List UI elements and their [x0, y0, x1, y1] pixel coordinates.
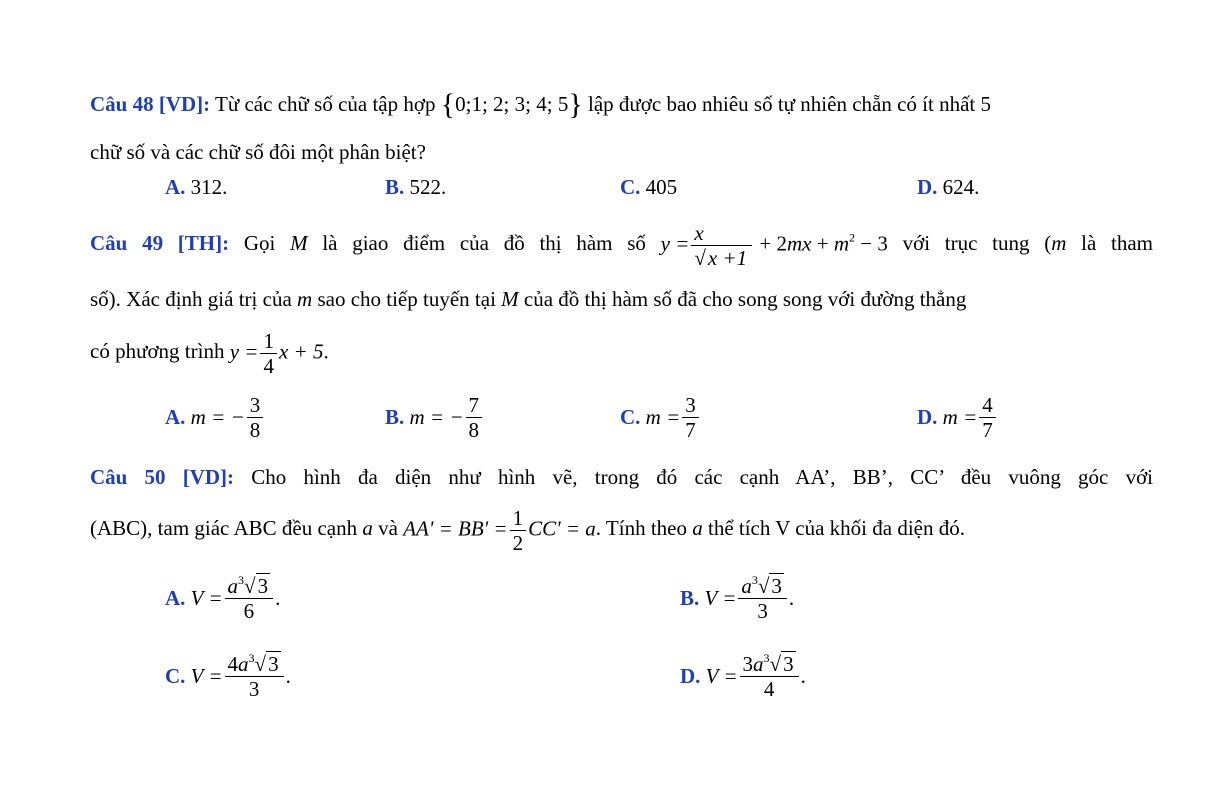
q50-line2-c: . Tính theo	[595, 516, 693, 540]
line-fraction	[260, 329, 277, 378]
sqrt-symbol: √3	[254, 652, 279, 676]
line-numerator: 1	[260, 329, 277, 354]
eq-numerator: 1	[510, 506, 527, 531]
eq-lhs: AA' = BB' =	[403, 516, 508, 540]
option-end: .	[800, 664, 806, 689]
fn-rest-b: − 3	[855, 231, 888, 255]
q49-text-a: Gọi	[229, 231, 291, 255]
q50-option-a[interactable]	[165, 574, 280, 623]
var-a: a	[741, 574, 752, 598]
option-denominator: 8	[249, 418, 261, 443]
q49-option-d[interactable]	[917, 393, 998, 442]
power: 3	[763, 651, 770, 665]
line-denominator: 4	[263, 353, 274, 378]
q49-option-b[interactable]	[385, 393, 484, 442]
sqrt-symbol: √x +1	[694, 245, 748, 270]
option-denominator: 3	[757, 599, 768, 624]
option-value: 624.	[937, 175, 980, 199]
option-numerator	[225, 574, 274, 599]
fn-m: m	[833, 231, 850, 255]
fn-numerator: x	[691, 221, 752, 246]
var-M: M	[501, 287, 519, 311]
q49-line2-a: số). Xác định giá trị của	[90, 287, 298, 311]
option-label: C.	[620, 405, 641, 430]
option-lhs: V =	[190, 586, 223, 611]
option-lhs: m =	[942, 405, 978, 430]
option-label: A.	[165, 175, 186, 199]
option-fraction	[979, 393, 996, 442]
q50-line2-b: và	[372, 516, 404, 540]
option-lhs: m =	[645, 405, 681, 430]
option-numerator	[225, 652, 284, 677]
power: 3	[248, 651, 255, 665]
q50-line1	[90, 465, 1153, 490]
q50-line2	[90, 498, 1153, 558]
option-numerator: 7	[466, 393, 483, 418]
q50-option-d[interactable]	[680, 652, 806, 701]
q49-line2-b: sao cho tiếp tuyến tại	[312, 287, 502, 311]
fn-plus: +	[811, 231, 834, 255]
option-fraction	[466, 393, 483, 442]
option-label: C.	[620, 175, 641, 199]
option-lhs: m = −	[409, 405, 464, 430]
option-value: 405	[640, 175, 678, 199]
option-fraction	[225, 652, 284, 701]
q49-line2	[90, 287, 1153, 312]
q48-label: Câu 48 [VD]:	[90, 92, 211, 116]
radicand: 3	[771, 574, 782, 598]
option-fraction	[682, 393, 699, 442]
q49-line2-c: của đồ thị hàm số đã cho song song với đường thẳng	[518, 287, 967, 311]
var-a: a	[753, 652, 764, 676]
option-fraction	[225, 574, 274, 623]
radicand: 3	[257, 574, 269, 598]
option-lhs: V =	[705, 664, 738, 689]
line-equation	[230, 329, 329, 378]
option-lhs: V =	[190, 664, 223, 689]
option-label: D.	[917, 175, 938, 199]
option-numerator: 3	[682, 393, 699, 418]
option-denominator: 6	[243, 599, 255, 624]
radicand: 3	[783, 652, 794, 676]
q48-text-b: lập được bao nhiêu số tự nhiên chẵn có ít nhất 5	[582, 92, 992, 116]
sqrt-symbol: √3	[244, 574, 269, 598]
q49-option-a[interactable]	[165, 393, 265, 442]
eq-rhs: CC' = a	[528, 516, 596, 540]
option-lhs: V =	[704, 586, 737, 611]
q48-option-a[interactable]	[165, 175, 227, 200]
line-end: .	[323, 339, 329, 363]
line-rest: x + 5	[278, 339, 324, 363]
q48-option-d[interactable]	[917, 175, 979, 200]
function-formula	[661, 221, 888, 270]
var-m: m	[297, 287, 313, 311]
radicand: x +1	[707, 245, 748, 270]
q50-line2-a: (ABC), tam giác ABC đều cạnh	[90, 516, 363, 540]
option-numerator: 3	[247, 393, 264, 418]
sqrt-symbol: √3	[757, 574, 782, 598]
option-end: .	[285, 664, 291, 689]
edge-equation	[403, 506, 596, 555]
fn-lhs: y =	[660, 231, 690, 255]
option-denominator: 4	[763, 677, 775, 702]
option-numerator	[738, 574, 787, 599]
q50-label: Câu 50 [VD]:	[90, 465, 235, 489]
q49-text-b: là giao điểm của đồ thị hàm số	[307, 231, 661, 255]
var-a: a	[238, 652, 249, 676]
q49-text-c: với trục tung (	[902, 231, 1052, 255]
q50-option-c[interactable]	[165, 652, 291, 701]
var-a: a	[362, 516, 373, 540]
var-m: m	[1051, 231, 1067, 255]
option-numerator	[740, 652, 799, 677]
option-label: B.	[385, 175, 405, 199]
option-fraction	[740, 652, 799, 701]
eq-fraction	[510, 506, 527, 555]
set-open-brace: {	[440, 88, 456, 121]
q48-line1	[90, 88, 1153, 121]
option-fraction	[738, 574, 787, 623]
radicand: 3	[268, 652, 279, 676]
coef: 3	[742, 652, 754, 676]
q48-option-c[interactable]	[620, 175, 677, 200]
q50-line2-d: thể tích V của khối đa diện đó.	[702, 516, 965, 540]
line-lhs: y =	[229, 339, 259, 363]
q49-line1	[90, 212, 1153, 274]
fn-square: 2	[849, 230, 856, 244]
option-numerator: 4	[979, 393, 996, 418]
fn-denominator	[691, 246, 752, 270]
sqrt-symbol: √3	[769, 652, 794, 676]
option-label: B.	[385, 405, 405, 430]
power: 3	[238, 573, 245, 587]
option-label: D.	[680, 664, 701, 689]
set-close-brace: }	[568, 88, 583, 121]
option-label: D.	[917, 405, 938, 430]
coef: 4	[227, 652, 239, 676]
set-items: 0;1; 2; 3; 4; 5	[455, 92, 569, 116]
var-a: a	[692, 516, 703, 540]
q49-label: Câu 49 [TH]:	[90, 231, 230, 255]
q50-text-a: Cho hình đa diện như hình vẽ, trong đó các cạnh AA’, BB’, CC’ đều vuông góc với	[234, 465, 1154, 489]
option-denominator: 7	[685, 418, 696, 443]
q48-text-a: Từ các chữ số của tập hợp	[210, 92, 441, 116]
option-value: 312.	[185, 175, 228, 199]
fn-rest-a: + 2	[754, 231, 788, 255]
q49-option-c[interactable]	[620, 393, 701, 442]
q49-text-d: là tham	[1066, 231, 1153, 255]
option-denominator: 7	[982, 418, 993, 443]
option-end: .	[275, 586, 281, 611]
option-label: C.	[165, 664, 186, 689]
q50-option-b[interactable]	[680, 574, 794, 623]
option-denominator: 3	[248, 677, 260, 702]
power: 3	[751, 573, 758, 587]
option-end: .	[788, 586, 795, 611]
q49-line3-a: có phương trình	[90, 339, 230, 363]
var-a: a	[227, 574, 239, 598]
fn-fraction	[691, 221, 752, 270]
q48-line2: chữ số và các chữ số đôi một phân biệt?	[90, 140, 426, 164]
eq-denominator: 2	[512, 530, 524, 555]
q48-option-b[interactable]	[385, 175, 446, 200]
fn-mx: mx	[787, 231, 812, 255]
option-denominator: 8	[468, 418, 480, 443]
option-lhs: m = −	[190, 405, 245, 430]
q49-line3	[90, 322, 1153, 380]
var-M: M	[290, 231, 308, 255]
option-label: B.	[680, 586, 700, 611]
option-label: A.	[165, 405, 186, 430]
option-value: 522.	[404, 175, 447, 199]
option-fraction	[247, 393, 264, 442]
option-label: A.	[165, 586, 186, 611]
